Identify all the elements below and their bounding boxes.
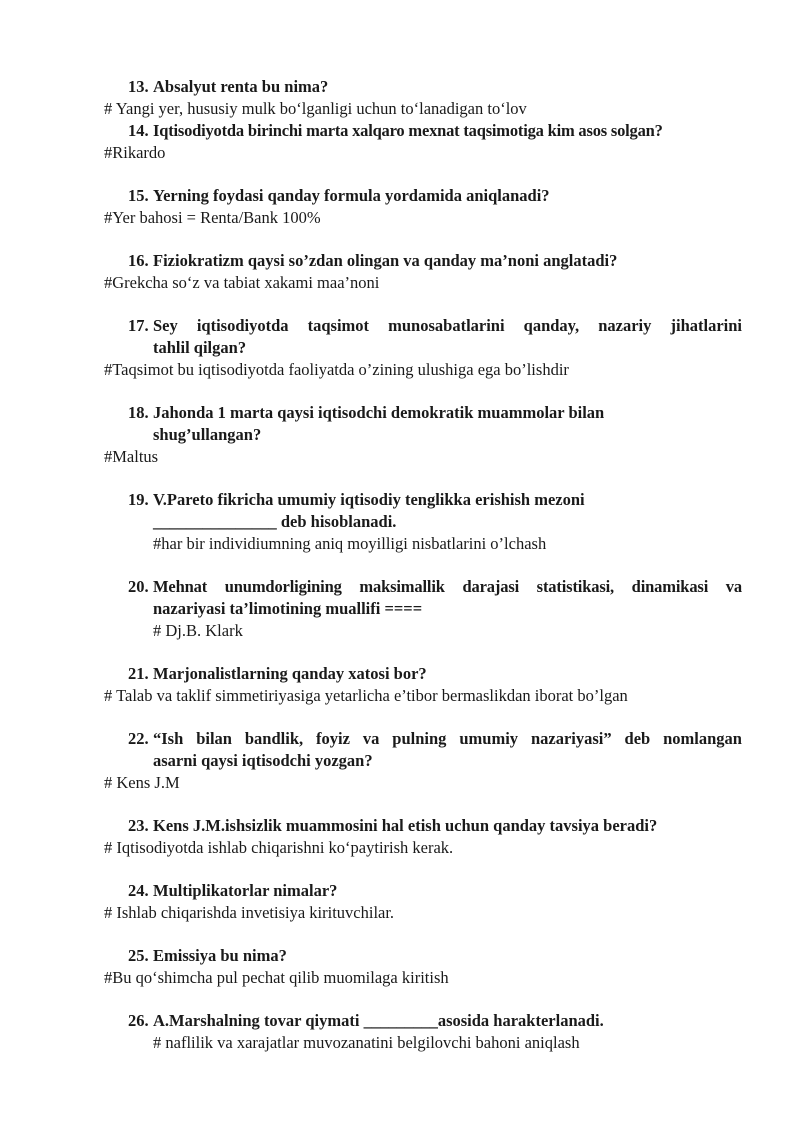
question-word: ====: [384, 599, 423, 618]
question-word: muallifi: [325, 599, 381, 618]
answer-17: #Taqsimot bu iqtisodiyotda faoliyatda o’zining ulushiga ega bo’lishdir: [104, 360, 569, 379]
question-text-line1: Jahonda 1 marta qaysi iqtisodchi demokratik muammolar bilan: [153, 403, 605, 422]
question-text-line1: Sey iqtisodiyotda taqsimot munosabatlarini qanday, nazariy jihatlarini: [153, 316, 742, 335]
question-number: 23.: [128, 816, 149, 835]
answer-18: #Maltus: [104, 447, 159, 466]
question-16: [128, 250, 742, 272]
question-18: [128, 402, 742, 424]
answer-23: # Iqtisodiyotda ishlab chiqarishni ko‘paytirish kerak.: [104, 838, 454, 857]
question-text-line1: “Ish bilan bandlik, foyiz va pulning umumiy nazariyasi” deb nomlangan: [153, 729, 742, 748]
question-word: asosida: [437, 1011, 490, 1030]
question-number: 25.: [128, 946, 149, 965]
answer-15: #Yer bahosi = Renta/Bank 100%: [104, 208, 321, 227]
question-14: [128, 120, 768, 142]
fill-in-blank: _______________: [153, 512, 277, 531]
question-24: [128, 880, 742, 902]
answer-13: # Yangi yer, hususiy mulk bo‘lganligi uchun to‘lanadigan to‘lov: [104, 99, 527, 118]
question-number: 24.: [128, 881, 149, 900]
question-word: tovar: [263, 1011, 302, 1030]
question-21: [128, 663, 742, 685]
question-13: [128, 76, 742, 98]
question-25: [128, 945, 742, 967]
question-text-line2: deb hisoblanadi.: [276, 512, 397, 531]
question-23: [128, 815, 742, 837]
answer-16: #Grekcha so‘z va tabiat xakami maa’noni: [104, 273, 380, 292]
answer-25: #Bu qo‘shimcha pul pechat qilib muomilaga kiritish: [104, 968, 449, 987]
answer-19: #har bir individiumning aniq moyilligi nisbatlarini o’lchash: [153, 534, 547, 553]
question-text-line2: tahlil qilgan?: [153, 338, 247, 357]
answer-26: # naflilik va xarajatlar muvozanatini belgilovchi bahoni aniqlash: [153, 1033, 580, 1052]
question-19-cont: [128, 511, 742, 533]
question-19: [128, 489, 742, 511]
question-number: 21.: [128, 664, 149, 683]
answer-21: # Talab va taklif simmetiriyasiga yetarlicha e’tibor bermaslikdan iborat bo’lgan: [104, 686, 628, 705]
question-number: 13.: [128, 77, 149, 96]
question-word: A.Marshalning: [153, 1011, 260, 1030]
question-text: Kens J.M.ishsizlik muammosini hal etish uchun qanday tavsiya beradi?: [153, 816, 658, 835]
question-text-line1: V.Pareto fikricha umumiy iqtisodiy tenglikka erishish mezoni: [153, 490, 585, 509]
answer-24: # Ishlab chiqarishda invetisiya kirituvchilar.: [104, 903, 395, 922]
question-26: [128, 1010, 742, 1032]
question-number: 22.: [128, 729, 149, 748]
question-number: 20.: [128, 577, 149, 596]
answer-20: # Dj.B. Klark: [153, 621, 243, 640]
question-number: 15.: [128, 186, 149, 205]
question-17: [128, 315, 742, 337]
question-word: qiymati: [305, 1011, 360, 1030]
question-text: Iqtisodiyotda birinchi marta xalqaro mexnat taqsimotiga kim asos solgan?: [153, 121, 663, 140]
question-22-cont: [128, 750, 742, 772]
question-word: harakterlanadi.: [493, 1011, 604, 1030]
question-number: 18.: [128, 403, 149, 422]
question-text: Marjonalistlarning qanday xatosi bor?: [153, 664, 427, 683]
question-number: 17.: [128, 316, 149, 335]
question-text: Yerning foydasi qanday formula yordamida aniqlanadi?: [153, 186, 550, 205]
question-20-cont: [128, 598, 742, 620]
question-15: [128, 185, 742, 207]
question-17-cont: [128, 337, 742, 359]
question-22: [128, 728, 742, 750]
question-text: Multiplikatorlar nimalar?: [153, 881, 338, 900]
question-number: 14.: [128, 121, 149, 140]
answer-14: #Rikardo: [104, 143, 166, 162]
question-number: 26.: [128, 1011, 149, 1030]
fill-in-blank: _________: [363, 1011, 438, 1030]
question-20: [128, 576, 742, 598]
question-word: ta’limotining: [229, 599, 322, 618]
question-18-cont: [128, 424, 742, 446]
answer-22: # Kens J.M: [104, 773, 180, 792]
question-number: 19.: [128, 490, 149, 509]
question-number: 16.: [128, 251, 149, 270]
question-text: Emissiya bu nima?: [153, 946, 287, 965]
question-text-line2: asarni qaysi iqtisodchi yozgan?: [153, 751, 373, 770]
question-text: Absalyut renta bu nima?: [153, 77, 329, 96]
question-text-line1: Mehnat unumdorligining maksimallik darajasi statistikasi, dinamikasi va: [153, 577, 742, 596]
question-text-line2: shug’ullangan?: [153, 425, 262, 444]
question-text: Fiziokratizm qaysi so’zdan olingan va qanday ma’noni anglatadi?: [153, 251, 618, 270]
question-word: nazariyasi: [153, 599, 226, 618]
